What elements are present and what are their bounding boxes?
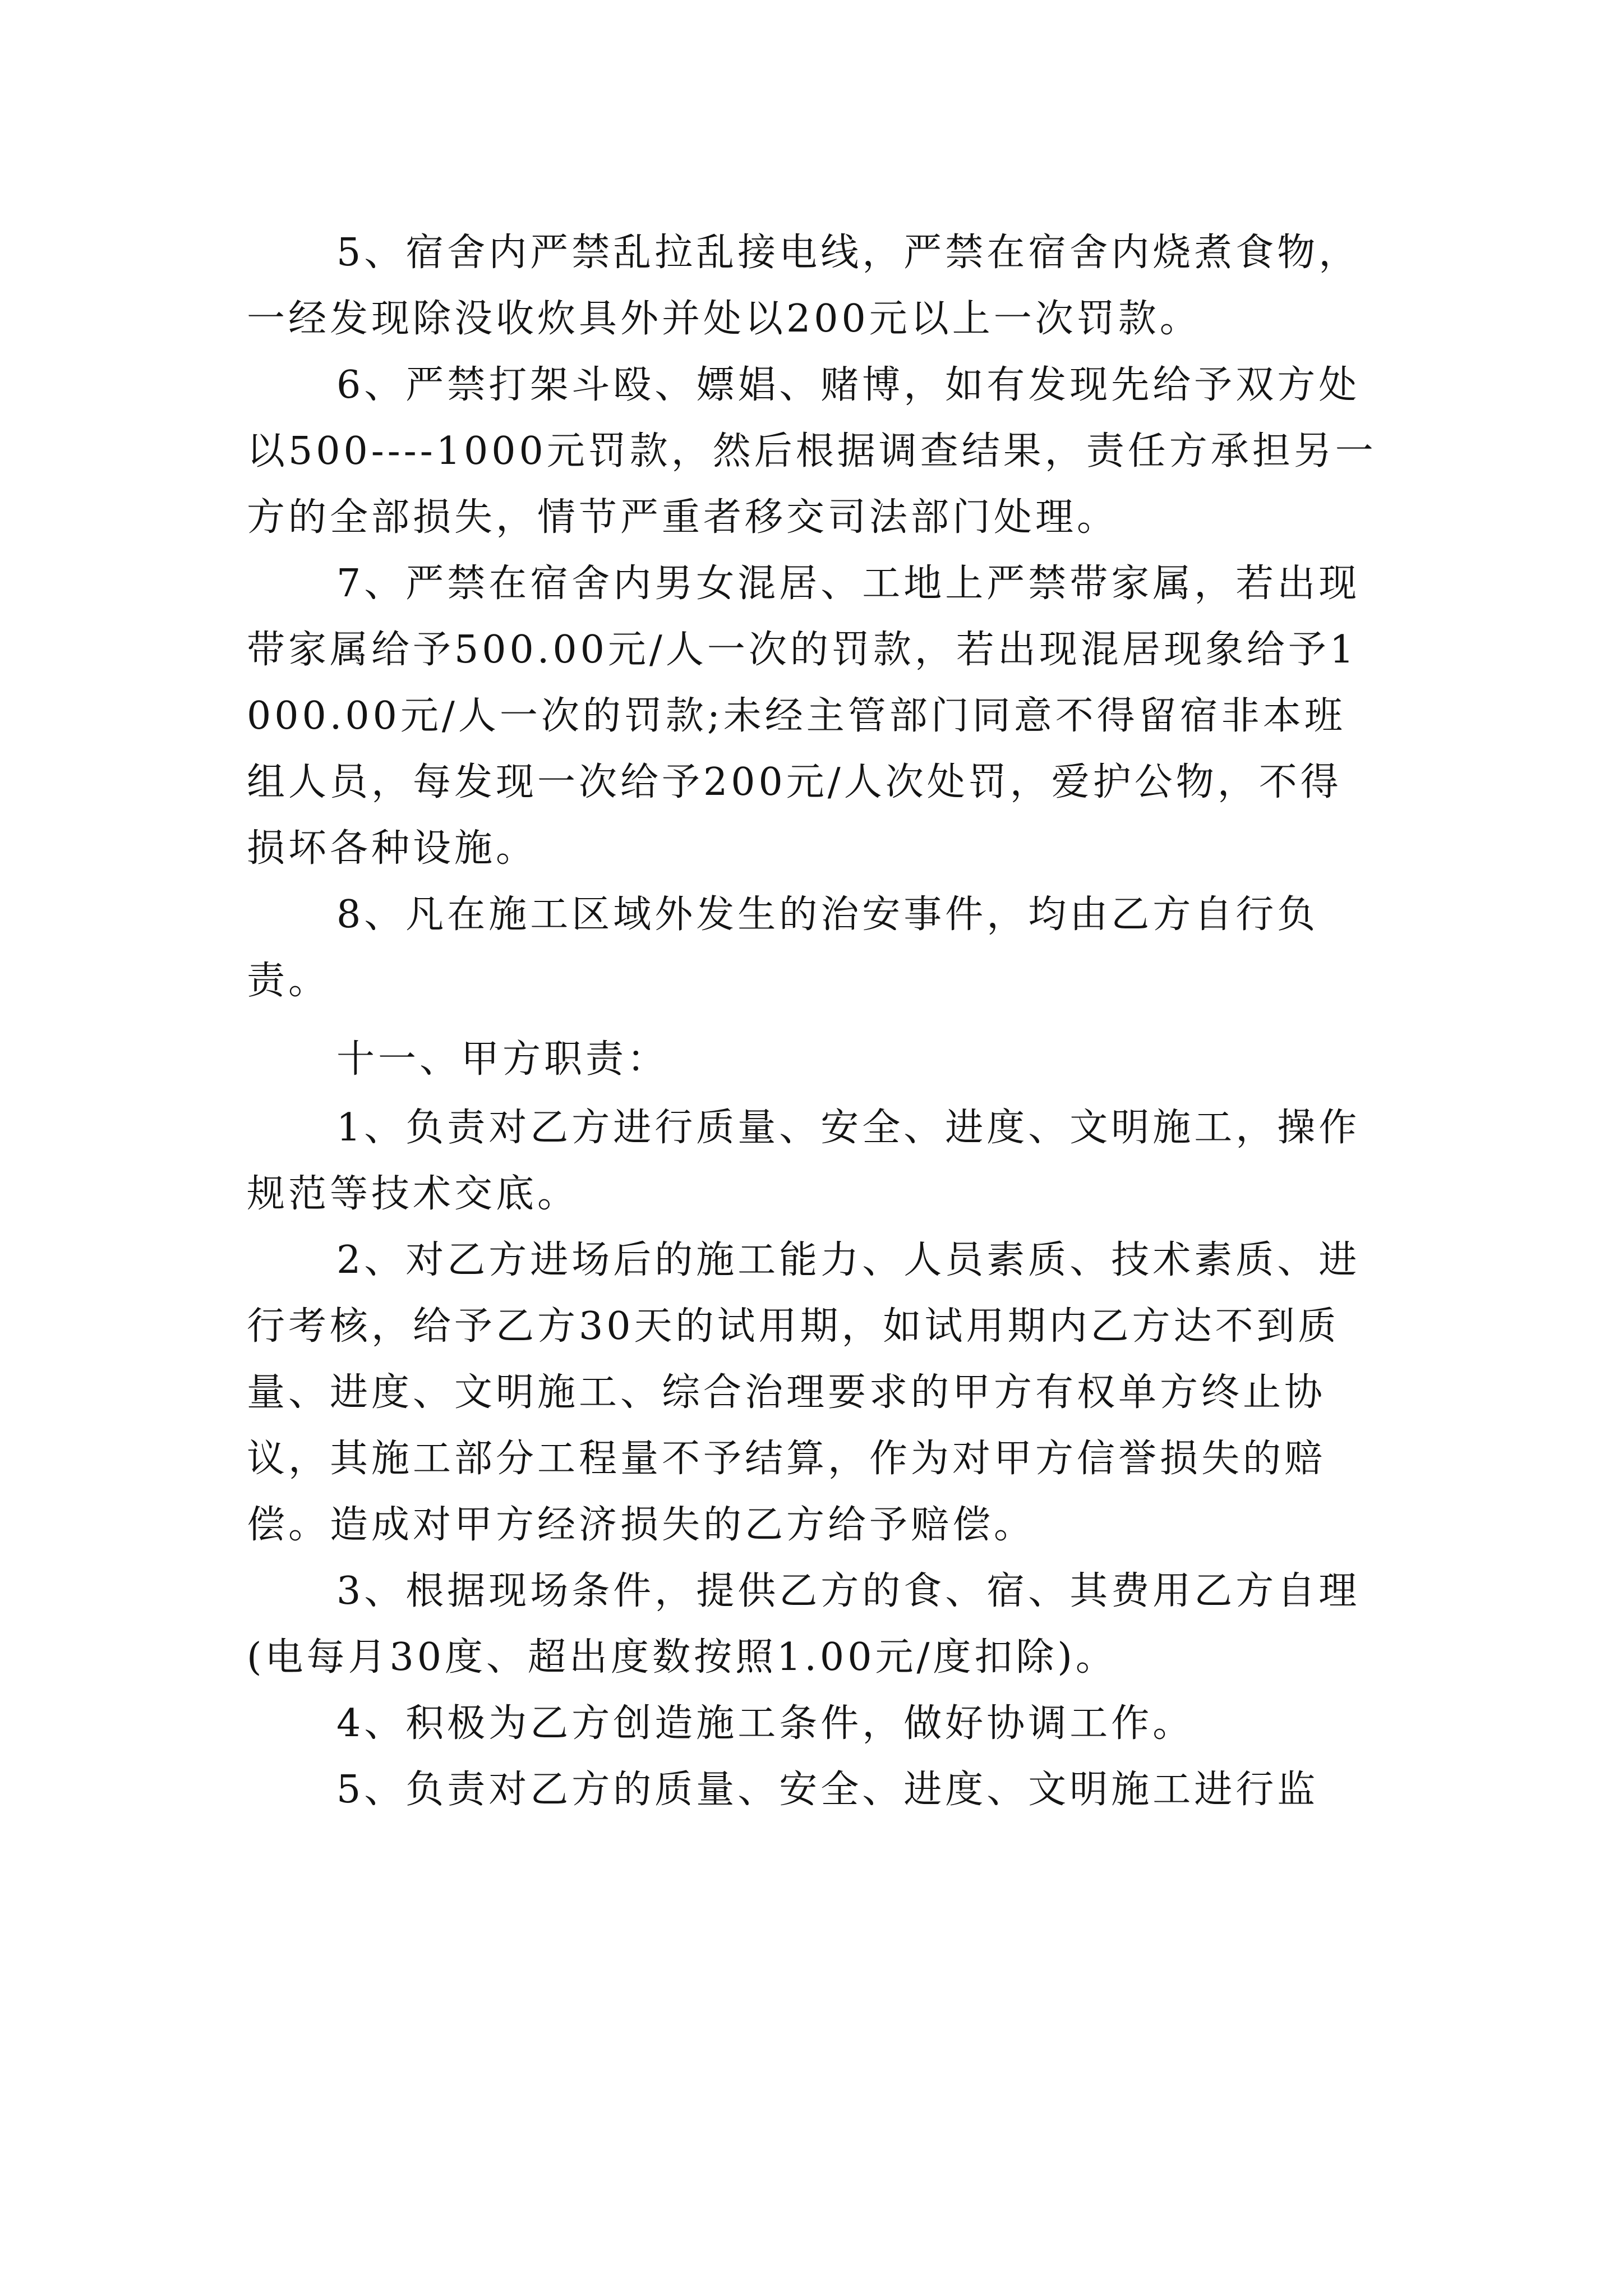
duty-5-supervision: 5、负责对乙方的质量、安全、进度、文明施工进行监 [336,1768,1319,1812]
clause-8-security-incidents: 8、凡在施工区域外发生的治安事件，均由乙方自行负责。 [247,892,1319,1003]
section-heading-party-a-duties: 十一、甲方职责： [336,1037,669,1082]
duty-3-food-lodging: 3、根据现场条件，提供乙方的食、宿、其费用乙方自理(电每月30度、超出度数按照1.00元/度扣除)。 [247,1569,1361,1680]
clause-7-family-cohabitation: 7、严禁在宿舍内男女混居、工地上严禁带家属，若出现带家属给予500.00元/人一次的罚款，若出现混居现象给予1000.00元/人一次的罚款;未经主管部门同意不得留宿非本班组人员，每发现一次给予200元/人次处罚，爱护公物，不得损坏各种设施。 [247,562,1361,871]
duty-2-assessment-trial: 2、对乙方进场后的施工能力、人员素质、技术素质、进行考核，给予乙方30天的试用期，如试用期内乙方达不到质量、进度、文明施工、综合治理要求的甲方有权单方终止协议，其施工部分工程量不予结算，作为对甲方信誉损失的赔偿。造成对甲方经济损失的乙方给予赔偿。 [247,1238,1361,1547]
duty-4-coordination: 4、积极为乙方创造施工条件，做好协调工作。 [336,1701,1195,1746]
clause-6-fighting-gambling: 6、严禁打架斗殴、嫖娼、赌博，如有发现先给予双方处以500----1000元罚款，然后根据调查结果，责任方承担另一方的全部损失，情节严重者移交司法部门处理。 [247,363,1377,540]
clause-5-dormitory-electricity: 5、宿舍内严禁乱拉乱接电线，严禁在宿舍内烧煮食物，一经发现除没收炊具外并处以200元以上一次罚款。 [247,231,1361,341]
document-body [247,220,1382,1823]
duty-1-technical-briefing: 1、负责对乙方进行质量、安全、进度、文明施工，操作规范等技术交底。 [247,1106,1361,1216]
